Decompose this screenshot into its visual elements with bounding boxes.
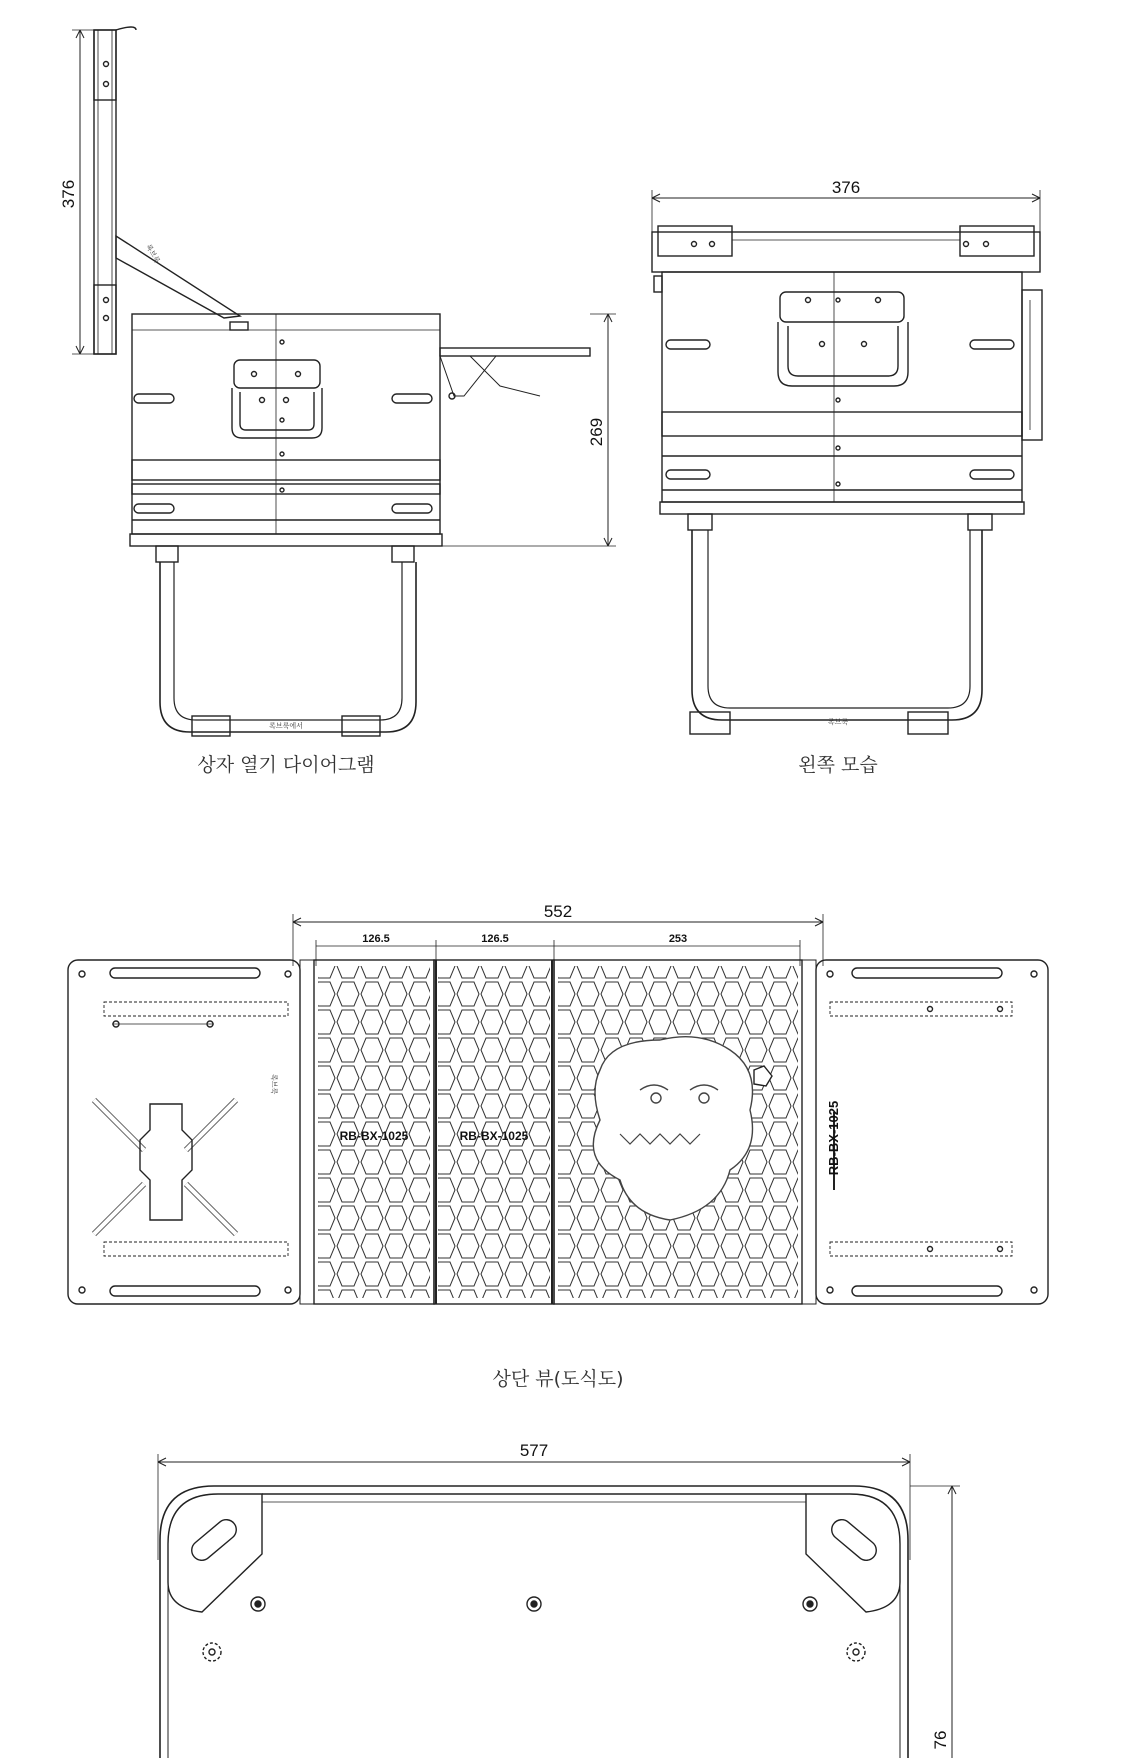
- stencil-lid-stay: 록브룩: [144, 243, 162, 265]
- top-view: [68, 914, 1048, 1304]
- dim-seg3: 253: [668, 933, 688, 945]
- left-view: [652, 190, 1042, 734]
- model-code-panel1: RB-BX-1025: [339, 1129, 409, 1143]
- side-open-view: [72, 27, 616, 736]
- model-code-right-shelf: RB-BX-1025: [826, 1100, 841, 1176]
- caption-side-open: 상자 열기 다이어그램: [197, 754, 375, 776]
- model-code-panel2: RB-BX-1025: [459, 1129, 529, 1143]
- bottom-view: [158, 1454, 960, 1758]
- dim-body-height: 269: [587, 417, 606, 447]
- dim-lid-height: 376: [59, 179, 78, 209]
- foot-label-open: 록브룩에서: [269, 722, 303, 730]
- dim-top-total: 552: [543, 902, 573, 921]
- dim-bottom-width: 577: [519, 1441, 549, 1460]
- caption-left-view: 왼쪽 모습: [798, 754, 878, 776]
- caption-top-view: 상단 뷰(도식도): [492, 1368, 624, 1390]
- dim-left-width: 376: [831, 178, 861, 197]
- foot-label-left: 록브룩: [827, 718, 849, 726]
- dim-bottom-side: 76: [931, 1730, 950, 1750]
- dim-seg1: 126.5: [362, 933, 390, 945]
- dim-seg2: 126.5: [481, 933, 509, 945]
- stencil-left-shelf: 록브룩: [270, 1074, 278, 1095]
